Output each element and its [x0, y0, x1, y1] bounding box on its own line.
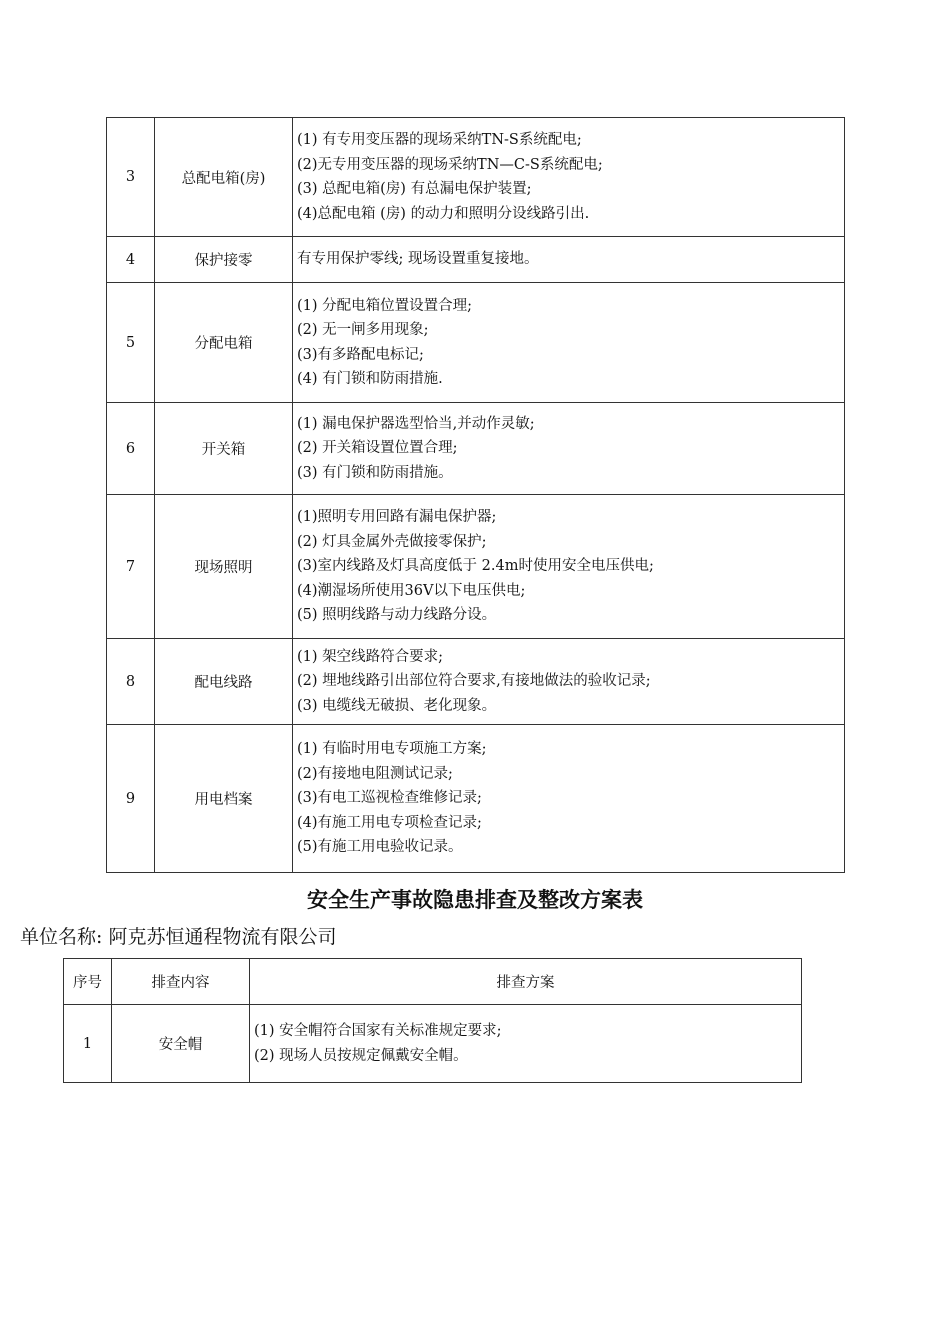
table-row — [107, 495, 845, 639]
row-item: 分配电箱 — [155, 283, 293, 403]
content-line: (3) 有门锁和防雨措施。 — [297, 464, 453, 481]
table-row — [107, 237, 845, 283]
content-line: (2) 开关箱设置位置合理; — [297, 440, 458, 457]
row-item: 现场照明 — [155, 495, 293, 639]
row-number: 1 — [64, 1005, 112, 1083]
row-content — [293, 639, 845, 725]
content-line: (3)有电工巡视检查维修记录; — [297, 790, 482, 807]
header-plan: 排查方案 — [250, 959, 802, 1005]
row-content — [293, 237, 845, 283]
row-content — [293, 403, 845, 495]
form-title: 安全生产事故隐患排查及整改方案表 — [307, 888, 643, 912]
row-item: 保护接零 — [155, 237, 293, 283]
row-item: 开关箱 — [155, 403, 293, 495]
content-line: (2)有接地电阻测试记录; — [297, 765, 453, 782]
row-content — [293, 118, 845, 237]
content-line: (2) 无一闸多用现象; — [297, 322, 429, 338]
table-row — [107, 283, 845, 403]
content-line: (4)有施工用电专项检查记录; — [297, 814, 482, 831]
row-content — [293, 495, 845, 639]
row-item: 安全帽 — [112, 1005, 250, 1083]
unit-name-label: 单位名称: 阿克苏恒通程物流有限公司 — [20, 926, 337, 948]
row-item: 总配电箱(房) — [155, 118, 293, 237]
table-row — [107, 403, 845, 495]
row-number: 4 — [107, 237, 155, 283]
content-line: (2) 灯具金属外壳做接零保护; — [297, 533, 487, 550]
content-line: (1) 分配电箱位置设置合理; — [297, 297, 473, 314]
header-content: 排查内容 — [112, 959, 250, 1005]
row-number: 8 — [107, 639, 155, 725]
table-row — [107, 639, 845, 725]
inspection-table-continued — [106, 117, 845, 873]
content-line: (3)室内线路及灯具高度低于 2.4m时使用安全电压供电; — [297, 558, 654, 575]
row-number: 3 — [107, 118, 155, 237]
content-line: (3)有多路配电标记; — [297, 346, 424, 363]
content-line: (3) 总配电箱(房) 有总漏电保护装置; — [297, 181, 532, 197]
row-content — [250, 1005, 802, 1083]
row-item: 配电线路 — [155, 639, 293, 725]
header-seq: 序号 — [64, 959, 112, 1005]
content-line: (1) 漏电保护器选型恰当,并动作灵敏; — [297, 415, 535, 432]
content-line: (5)有施工用电验收记录。 — [297, 839, 463, 856]
row-item: 用电档案 — [155, 725, 293, 873]
row-number: 7 — [107, 495, 155, 639]
table-row — [64, 1005, 802, 1083]
content-line: (3) 电缆线无破损、老化现象。 — [297, 697, 497, 714]
content-line: 有专用保护零线; 现场设置重复接地。 — [297, 251, 539, 268]
content-line: (1) 有临时用电专项施工方案; — [297, 741, 487, 758]
row-number: 6 — [107, 403, 155, 495]
content-line: (4)总配电箱 (房) 的动力和照明分设线路引出. — [297, 205, 590, 222]
table-row — [107, 118, 845, 237]
row-number: 5 — [107, 283, 155, 403]
content-line: (2) 埋地线路引出部位符合要求,有接地做法的验收记录; — [297, 673, 651, 690]
content-line: (5) 照明线路与动力线路分设。 — [297, 607, 497, 624]
content-line: (4)潮湿场所使用36V以下电压供电; — [297, 582, 526, 599]
content-line: (2)无专用变压器的现场采纳TN—C-S系统配电; — [297, 156, 603, 173]
row-number: 9 — [107, 725, 155, 873]
content-line: (1)照明专用回路有漏电保护器; — [297, 509, 497, 526]
row-content — [293, 725, 845, 873]
content-line: (1) 架空线路符合要求; — [297, 648, 444, 665]
table-row — [107, 725, 845, 873]
row-content — [293, 283, 845, 403]
content-line: (2) 现场人员按规定佩戴安全帽。 — [254, 1047, 468, 1064]
content-line: (1) 安全帽符合国家有关标准规定要求; — [254, 1023, 502, 1039]
inspection-plan-table — [63, 958, 802, 1083]
content-line: (1) 有专用变压器的现场采纳TN-S系统配电; — [297, 132, 582, 148]
content-line: (4) 有门锁和防雨措施. — [297, 371, 443, 387]
table-header-row — [64, 959, 802, 1005]
